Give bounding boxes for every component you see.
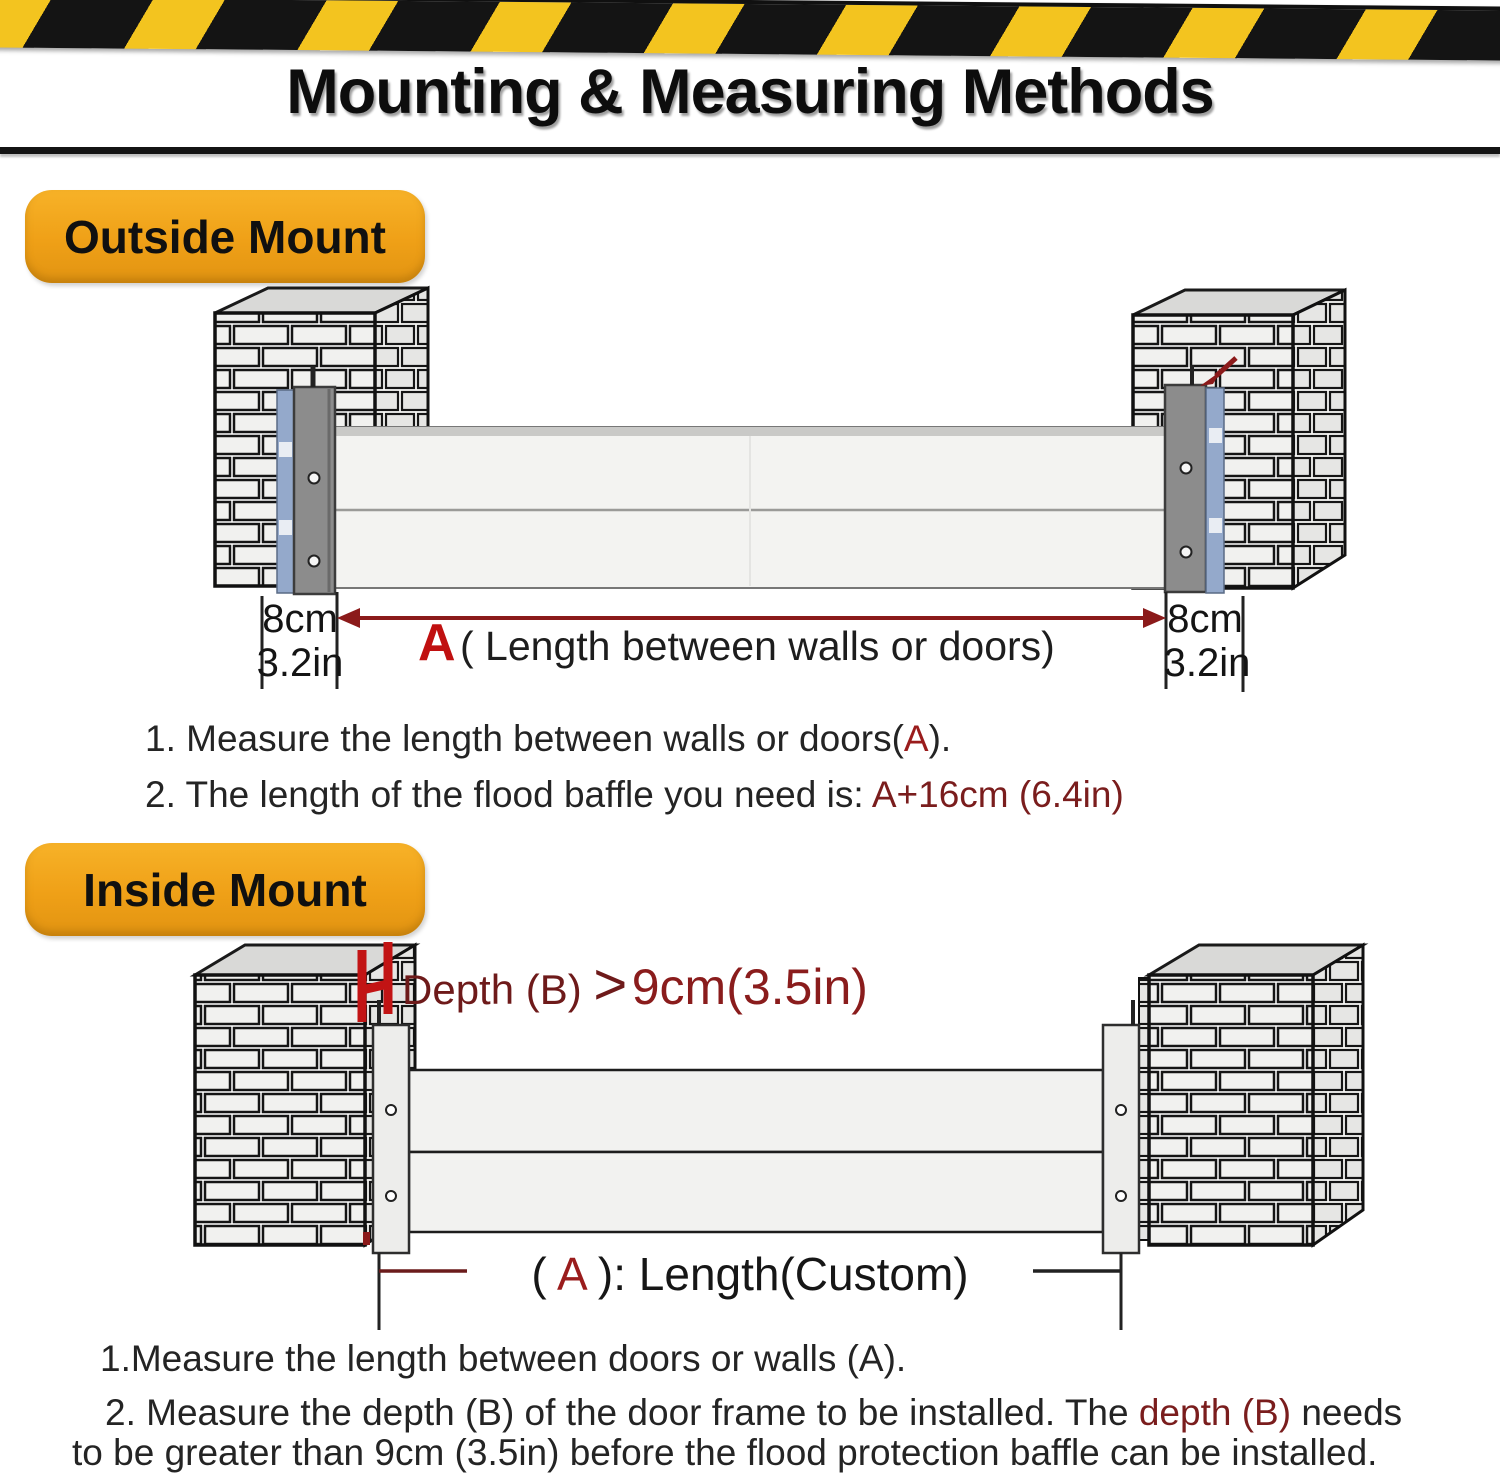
inside-mount-diagram — [0, 938, 1500, 1338]
inside-mount-badge — [25, 843, 425, 936]
outside-measurements — [257, 592, 1251, 692]
left-offset-in: 3.2in — [256, 641, 344, 685]
outside-mount-badge-label: Outside Mount — [64, 210, 386, 263]
right-offset-cm: 8cm — [1167, 597, 1243, 641]
span-label-text: ( Length between walls or doors) — [460, 623, 1055, 669]
inside-mount-badge-label: Inside Mount — [83, 863, 367, 916]
left-offset-cm: 8cm — [262, 597, 338, 641]
greater-than-symbol: > — [593, 952, 628, 1017]
highlight-depth: depth (B) — [1138, 1392, 1292, 1433]
outside-step-1: 1. Measure the length between walls or doors(A). — [145, 718, 952, 759]
highlight-formula: A+16cm (6.4in) — [871, 774, 1124, 815]
outside-mount-diagram — [0, 280, 1500, 710]
inside-right-pillar — [1139, 945, 1363, 1245]
depth-label-value: 9cm(3.5in) — [631, 959, 868, 1015]
length-label-pre: ( — [531, 1248, 547, 1300]
flood-barrier-panel — [335, 427, 1166, 588]
highlight-a: A — [903, 718, 929, 759]
span-label — [418, 614, 1055, 672]
depth-label — [402, 952, 868, 1017]
length-label — [531, 1248, 968, 1300]
inside-step-2-line2: to be greater than 9cm (3.5in) before the flood protection baffle can be installed. — [72, 1432, 1378, 1473]
title-divider — [0, 147, 1500, 154]
caution-tape-stripe — [0, 0, 1500, 61]
page-title: Mounting & Measuring Methods — [286, 57, 1214, 127]
flood-barrier-panel-inside — [409, 1070, 1103, 1232]
outside-step-2: 2. The length of the flood baffle you need is: A+16cm (6.4in) — [145, 774, 1124, 815]
inside-right-rail — [1103, 1000, 1139, 1253]
length-label-post: ): Length(Custom) — [597, 1248, 969, 1300]
span-label-a: A — [418, 614, 456, 672]
depth-label-name: Depth (B) — [402, 966, 594, 1013]
inside-measurements — [379, 1248, 1121, 1330]
inside-step-2-line1: 2. Measure the depth (B) of the door frame to be installed. The depth (B) needs — [105, 1392, 1403, 1433]
length-label-a: A — [556, 1248, 586, 1300]
outside-mount-badge — [25, 190, 425, 283]
inside-left-rail — [373, 1000, 409, 1253]
inside-step-1: 1.Measure the length between doors or walls (A). — [100, 1338, 907, 1379]
right-offset-in: 3.2in — [1163, 641, 1251, 685]
outside-left-bracket — [277, 366, 335, 594]
